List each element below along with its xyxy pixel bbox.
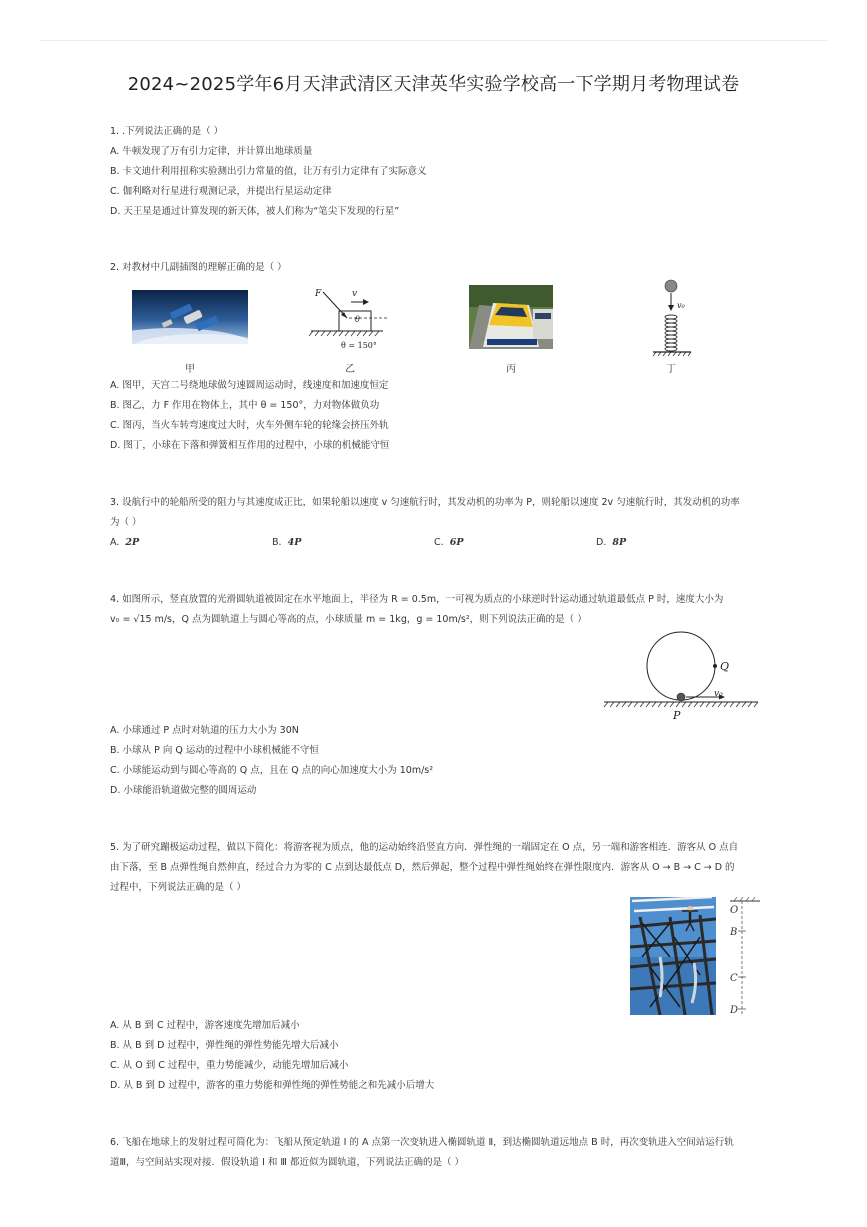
ball-spring-diagram <box>645 278 695 358</box>
point-b-label: B <box>730 927 738 938</box>
train-image <box>469 285 553 349</box>
q1-stem: 1. .下列说法正确的是（ ） <box>110 126 224 137</box>
q3-option-c: C. 6P <box>434 537 464 548</box>
caption-jia: 甲 <box>185 364 195 375</box>
q6-stem-line2: 道Ⅲ，与空间站实现对接．假设轨道 Ⅰ 和 Ⅲ 都近似为圆轨道，下列说法正确的是（ ） <box>110 1157 465 1168</box>
velocity-label: v <box>352 289 358 299</box>
q2-option-b: B. 图乙，力 F 作用在物体上，其中 θ = 150°，力对物体做负功 <box>110 400 380 411</box>
q3-option-b: B. 4P <box>272 537 302 548</box>
q5-stem-line2: 由下落，至 B 点弹性绳自然伸直，经过合力为零的 C 点到达最低点 D，然后弹起，整个过程中弹性绳始终在弹性限度内．游客从 O → B → C → D 的 <box>110 862 735 873</box>
v0-label: v₀ <box>714 689 723 699</box>
q3-stem-line1: 3. 设航行中的轮船所受的阻力与其速度成正比，如果轮船以速度 v 匀速航行时，其发动机的功率为 P，则轮船以速度 2v 匀速航行时，其发动机的功率 <box>110 497 740 508</box>
space-station-image <box>132 290 248 344</box>
q3-option-d: D. 8P <box>596 537 627 548</box>
point-c-label: C <box>730 973 738 984</box>
q1-option-d: D. 天王星是通过计算发现的新天体，被人们称为“笔尖下发现的行星” <box>110 206 400 217</box>
q4-stem-line2: v₀ = √15 m/s，Q 点为圆轨道上与圆心等高的点，小球质量 m = 1kg，g = 10m/s²，则下列说法正确的是（ ） <box>110 614 587 625</box>
q1-option-c: C. 伽利略对行星进行观测记录，并提出行星运动定律 <box>110 186 332 197</box>
angle-value-label: θ = 150° <box>341 341 377 350</box>
q5-option-a: A. 从 B 到 C 过程中，游客速度先增加后减小 <box>110 1020 300 1031</box>
point-q-label: Q <box>720 660 730 673</box>
q4-option-c: C. 小球能运动到与圆心等高的 Q 点，且在 Q 点的向心加速度大小为 10m/s² <box>110 765 434 776</box>
q6-stem-line1: 6. 飞船在地球上的发射过程可简化为：飞船从预定轨道 Ⅰ 的 A 点第一次变轨进入椭圆轨道 Ⅱ，到达椭圆轨道远地点 B 时，再次变轨进入空间站运行轨 <box>110 1137 734 1148</box>
q4-option-a: A. 小球通过 P 点时对轨道的压力大小为 30N <box>110 725 299 736</box>
q5-option-b: B. 从 B 到 D 过程中，弹性绳的弹性势能先增大后减小 <box>110 1040 339 1051</box>
top-divider <box>40 40 827 41</box>
q4-option-d: D. 小球能沿轨道做完整的圆周运动 <box>110 785 257 796</box>
q2-stem: 2. 对教材中几副插图的理解正确的是（ ） <box>110 262 287 273</box>
angle-label: θ <box>355 315 360 324</box>
spring-v0-label: v₀ <box>677 301 685 310</box>
q3-option-a: A. 2P <box>110 537 140 548</box>
caption-ding: 丁 <box>666 364 676 375</box>
q5-option-d: D. 从 B 到 D 过程中，游客的重力势能和弹性绳的弹性势能之和先减小后增大 <box>110 1080 435 1091</box>
q4-option-b: B. 小球从 P 向 Q 运动的过程中小球机械能不守恒 <box>110 745 319 756</box>
q1-option-b: B. 卡文迪什利用扭称实验测出引力常量的值，让万有引力定律有了实际意义 <box>110 166 427 177</box>
q2-option-d: D. 图丁，小球在下落和弹簧相互作用的过程中，小球的机械能守恒 <box>110 440 390 451</box>
q5-stem-line3: 过程中，下列说法正确的是（ ） <box>110 882 247 893</box>
q1-option-a: A. 牛顿发现了万有引力定律，并计算出地球质量 <box>110 146 313 157</box>
q5-stem-line1: 5. 为了研究蹦极运动过程，做以下简化：将游客视为质点，他的运动始终沿竖直方向．弹性绳的一端固定在 O 点，另一端和游客相连．游客从 O 点自 <box>110 842 739 853</box>
page-title: 2024~2025学年6月天津武清区天津英华实验学校高一下学期月考物理试卷 <box>127 74 740 95</box>
q2-option-c: C. 图丙，当火车转弯速度过大时，火车外侧车轮的轮缘会挤压外轨 <box>110 420 389 431</box>
force-block-diagram <box>305 282 395 354</box>
bungee-schematic <box>726 897 766 1019</box>
circular-track-diagram <box>600 630 760 722</box>
point-o-label: O <box>730 905 739 916</box>
q2-option-a: A. 图甲，天宫二号绕地球做匀速圆周运动时，线速度和加速度恒定 <box>110 380 389 391</box>
q5-option-c: C. 从 O 到 C 过程中，重力势能减少，动能先增加后减小 <box>110 1060 349 1071</box>
force-label: F <box>315 289 322 299</box>
point-p-label: P <box>673 709 681 722</box>
caption-bing: 丙 <box>506 364 516 375</box>
bungee-photo <box>630 897 716 1015</box>
q4-stem-line1: 4. 如图所示，竖直放置的光滑圆轨道被固定在水平地面上，半径为 R = 0.5m，一可视为质点的小球逆时针运动通过轨道最低点 P 时，速度大小为 <box>110 594 724 605</box>
caption-yi: 乙 <box>345 364 355 375</box>
q3-stem-line2: 为（ ） <box>110 517 142 528</box>
point-d-label: D <box>730 1005 739 1016</box>
